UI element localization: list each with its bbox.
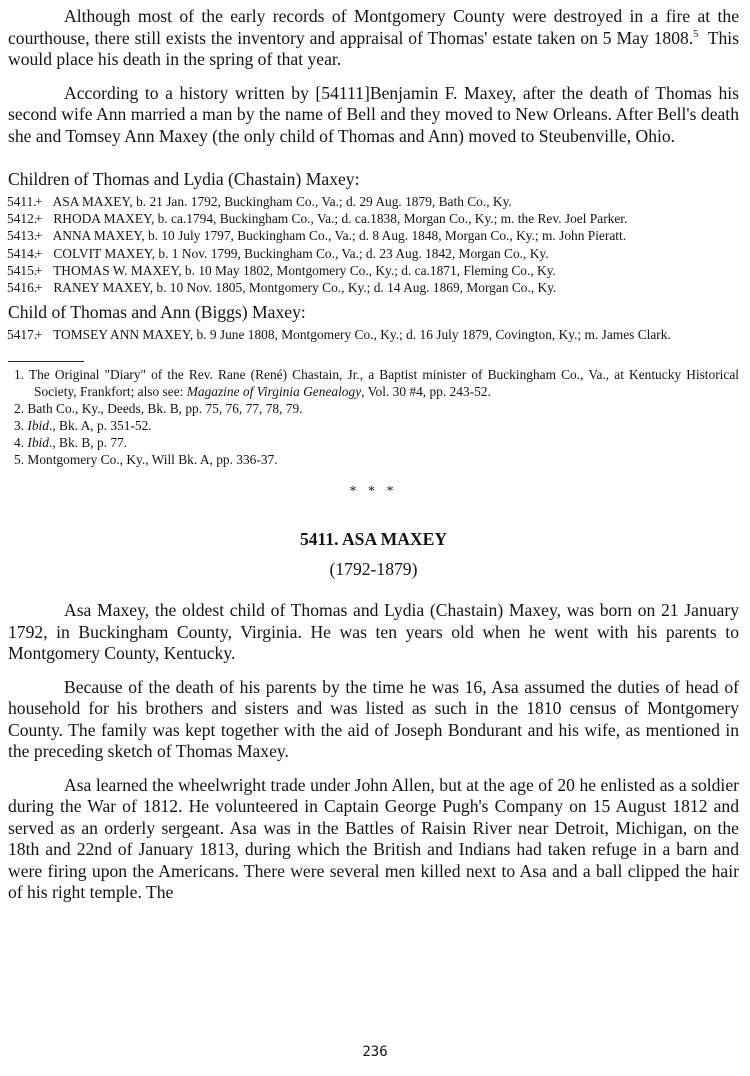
list-item: +5417. TOMSEY ANN MAXEY, b. 9 June 1808, Montgomery Co., Ky.; d. 16 July 1879, Covington, Ky.; m. James Clark. [7,327,671,343]
children-heading-2: Child of Thomas and Ann (Biggs) Maxey: [8,302,306,323]
list-item: +5416. RANEY MAXEY, b. 10 Nov. 1805, Montgomery Co., Ky.; d. 14 Aug. 1869, Morgan Co., Ky. [7,280,557,296]
body-paragraph-2: Because of the death of his parents by the time he was 16, Asa assumed the duties of head of household for his brothers and sisters and was listed as such in the 1810 census of Montgomery County. The family was kept together with the aid of Joseph Bondurant and his wife, as mentioned in the preceding sketch of Thomas Maxey. [8,676,739,762]
footnote-1: 1. The Original "Diary" of the Rev. Rane (René) Chastain, Jr., a Baptist minister of Buckingham Co., Va., at Kentucky Historical Society, Frankfort; also see: Magazine of Virginia Genealogy, Vol. 30 #4, pp. 243-52. [14,367,739,400]
children-heading-1: Children of Thomas and Lydia (Chastain) Maxey: [8,169,360,189]
intro-paragraph-2: According to a history written by [54111]Benjamin F. Maxey, after the death of Thomas his second wife Ann married a man by the name of Bell and they moved to New Orleans. After Bell's death she and Tomsey Ann Maxey (the only child of Thomas and Ann) moved to Steubenville, Ohio. [8,82,739,146]
list-item: +5414. COLVIT MAXEY, b. 1 Nov. 1799, Buckingham Co., Va.; d. 23 Aug. 1842, Morgan Co., Ky. [7,245,549,261]
section-dates: (1792-1879) [329,559,418,580]
list-item: +5411. ASA MAXEY, b. 21 Jan. 1792, Buckingham Co., Va.; d. 29 Aug. 1879, Bath Co., Ky. [7,194,512,209]
list-item: +5412. RHODA MAXEY, b. ca.1794, Buckingham Co., Va.; d. ca.1838, Morgan Co., Ky.; m. the Rev. Joel Parker. [7,211,628,227]
footnote-2: 2. Bath Co., Ky., Deeds, Bk. B, pp. 75, 76, 77, 78, 79. [14,401,303,417]
children-list-2 [8,326,739,343]
list-item: +5415. THOMAS W. MAXEY, b. 10 May 1802, Montgomery Co., Ky.; d. ca.1871, Fleming Co., Ky. [7,262,556,278]
body-paragraph-3: Asa learned the wheelwright trade under John Allen, but at the age of 20 he enlisted as a soldier during the War of 1812. He volunteered in Captain George Pugh's Company on 15 August 1812 and served as an orderly sergeant. Asa was in the Battles of Raisin River near Detroit, Michigan, on the 18th and 22nd of January 1813, during which the British and Indians had taken refuge in a barn and were firing upon the Americans. There were several men killed next to Asa and a ball clipped the hair of his right temple. The [8,774,739,903]
footnote-5: 5. Montgomery Co., Ky., Will Bk. A, pp. 336-37. [14,452,278,468]
page-number: 236 [362,1044,388,1060]
footnote-3: 3. Ibid., Bk. A, p. 351-52. [14,418,152,434]
footnote-4: 4. Ibid., Bk. B, p. 77. [14,435,128,451]
body-paragraph-1: Asa Maxey, the oldest child of Thomas and Lydia (Chastain) Maxey, was born on 21 January 1792, in Buckingham County, Virginia. He was ten years old when he went with his parents to Montgomery County, Kentucky. [8,600,739,664]
section-divider: * * * [349,484,398,500]
section-title: 5411. ASA MAXEY [299,529,448,550]
footnote-ref: 5 [693,28,699,40]
footnotes [8,366,739,468]
intro-paragraph-1: Although most of the early records of Montgomery County were destroyed in a fire at the courthouse, there still exists the inventory and appraisal of Thomas' estate taken on 5 May 1808.$^5$ This would place his death in the spring of that year. [8,6,739,69]
footnote-divider [8,361,84,362]
children-list-1 [8,193,739,296]
list-item: +5413. ANNA MAXEY, b. 10 July 1797, Buckingham Co., Va.; d. 8 Aug. 1848, Morgan Co., Ky.; m. John Pieratt. [7,228,627,244]
